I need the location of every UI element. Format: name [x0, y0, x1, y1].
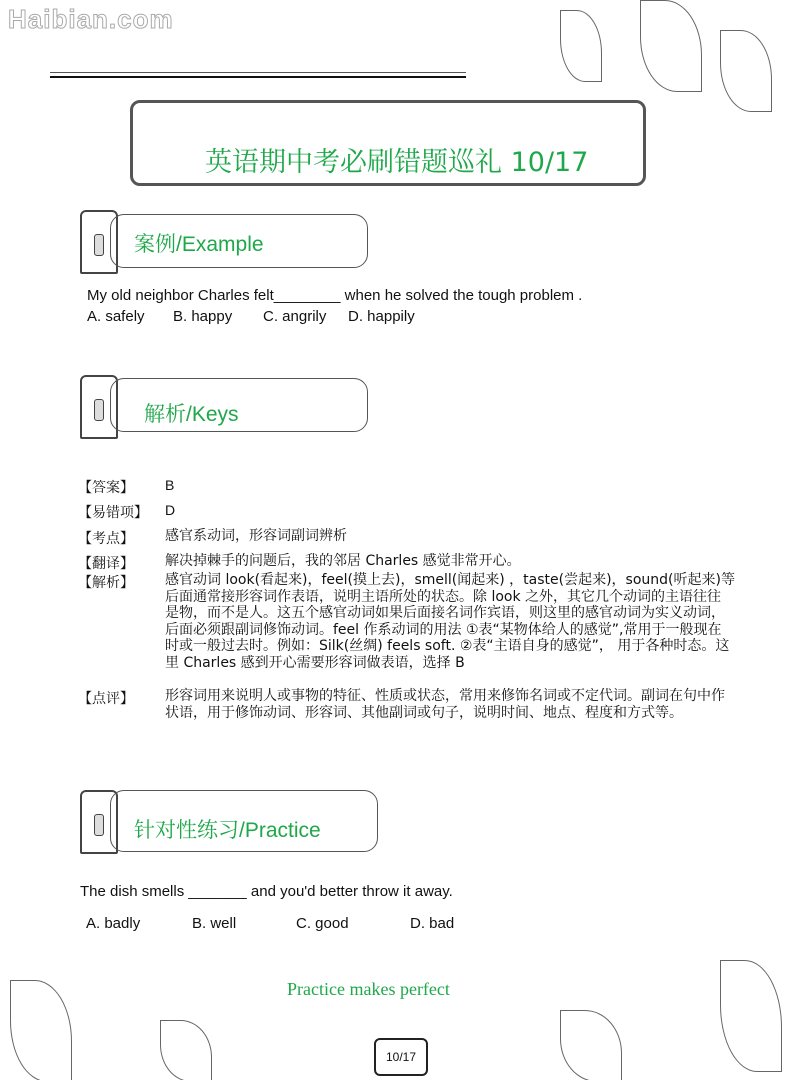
key-value: D	[165, 502, 176, 518]
header-rule	[50, 72, 466, 73]
leaf-decoration	[560, 1010, 622, 1080]
practice-option: C. good	[296, 915, 349, 932]
footer-motto: Practice makes perfect	[287, 979, 450, 999]
key-value: B	[165, 477, 175, 493]
leaf-decoration	[720, 30, 772, 112]
example-question: My old neighbor Charles felt________ when he solved the tough problem .	[87, 287, 583, 304]
key-label: 【答案】	[78, 480, 134, 496]
leaf-decoration	[160, 1020, 212, 1080]
practice-option: D. bad	[410, 915, 455, 932]
key-value: 形容词用来说明人或事物的特征、性质或状态，常用来修饰名词或不定代词。副词在句中作状语，用于修饰动词、形容词、其他副词或句子，说明时间、地点、程度和方式等。	[165, 688, 725, 721]
example-option: C. angrily	[263, 308, 327, 325]
section-title-keys: 解析/Keys	[144, 403, 239, 426]
key-label: 【解析】	[78, 575, 134, 591]
leaf-decoration	[560, 10, 602, 82]
key-label: 【考点】	[78, 531, 134, 547]
key-value: 感官动词 look(看起来)，feel(摸上去)，smell(闻起来) ，taste(尝起来)，sound(听起来)等后面通常接形容词作表语，说明主语所处的状态。除 look 之外，其它几个动词的主语往往是物，而不是人。这五个感官动词如果后面接名词作宾语，则这里的感官动词为实义动词，后面必须跟副词修饰动词。feel 作系动词的用法 ①表“某物体给人的感觉”,常用于一般现在时或一般过去时。例如：Silk(丝绸) feels soft. ②表“主语自身的感觉”， 用于各种时态。这里 Charles 感到开心需要形容词做表语，选择 B	[165, 572, 735, 671]
practice-option: B. well	[192, 915, 237, 932]
key-label: 【易错项】	[78, 505, 148, 521]
example-option: D. happily	[348, 308, 415, 325]
example-option: B. happy	[173, 308, 233, 325]
key-value: 解决掉棘手的问题后，我的邻居 Charles 感觉非常开心。	[165, 553, 521, 569]
leaf-decoration	[640, 0, 702, 92]
section-title-practice: 针对性练习/Practice	[134, 819, 321, 842]
practice-option: A. badly	[86, 915, 141, 932]
practice-question: The dish smells _______ and you'd better throw it away.	[80, 883, 453, 900]
section-title-example: 案例/Example	[134, 233, 264, 256]
page-title: 英语期中考必刷错题巡礼 10/17	[205, 147, 589, 178]
watermark: Haibian.com	[8, 4, 174, 34]
example-option: A. safely	[87, 308, 145, 325]
key-label: 【点评】	[78, 691, 134, 707]
header-rule-bold	[50, 76, 466, 78]
page-number: 10/17	[374, 1038, 428, 1076]
leaf-decoration	[10, 980, 72, 1080]
key-label: 【翻译】	[78, 556, 134, 572]
key-value: 感官系动词，形容词副词辨析	[165, 528, 347, 544]
leaf-decoration	[720, 960, 782, 1072]
